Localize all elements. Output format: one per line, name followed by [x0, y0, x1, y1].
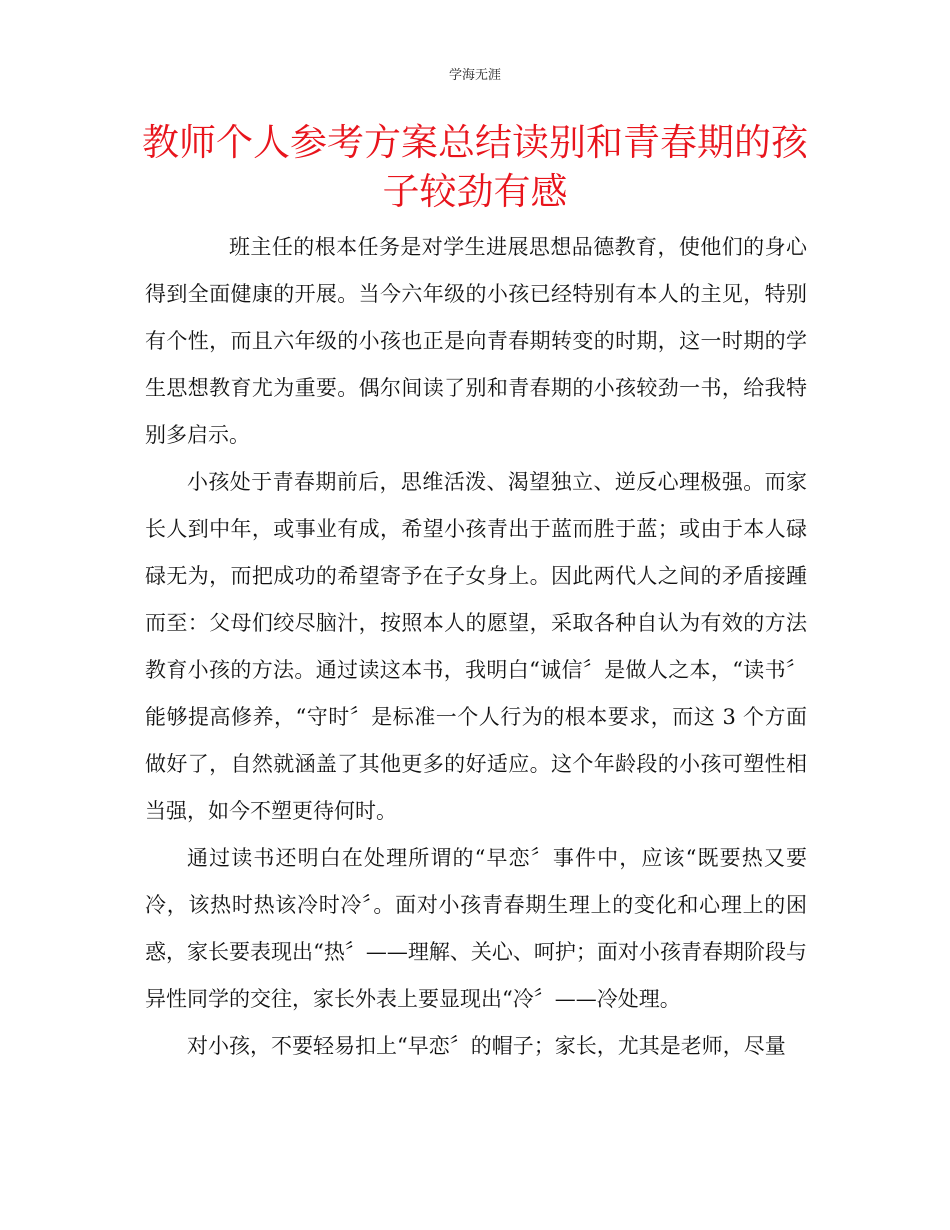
- paragraph-2: 小孩处于青春期前后，思维活泼、渴望独立、逆反心理极强。而家长人到中年，或事业有成，希望小孩青出于蓝而胜于蓝；或由于本人碌碌无为，而把成功的希望寄予在子女身上。因此两代人之间的矛盾接踵而至：父母们绞尽脑汁，按照本人的愿望，采取各种自认为有效的方法教育小孩的方法。通过读这本书，我明白“诚信〞是做人之本，“读书〞能够提高修养，“守时〞是标准一个人行为的根本要求，而这 3 个方面做好了，自然就涵盖了其他更多的好适应。这个年龄段的小孩可塑性相当强，如今不塑更待何时。: [145, 470, 807, 823]
- document-title: 教师个人参考方案总结读别和青春期的孩子较劲有感: [142, 121, 808, 213]
- document-body: [145, 224, 807, 1070]
- running-header: 学海无涯: [448, 68, 501, 83]
- paragraph-1: 班主任的根本任务是对学生进展思想品德教育，使他们的身心得到全面健康的开展。当今六年级的小孩已经特别有本人的主见，特别有个性，而且六年级的小孩也正是向青春期转变的时期，这一时期的学生思想教育尤为重要。偶尔间读了别和青春期的小孩较劲一书，给我特别多启示。: [145, 235, 807, 447]
- paragraph-3: 通过读书还明白在处理所谓的“早恋〞事件中，应该“既要热又要冷，该热时热该冷时冷〞。面对小孩青春期生理上的变化和心理上的困惑，家长要表现出“热〞——理解、关心、呵护；面对小孩青春期阶段与异性同学的交往，家长外表上要显现出“冷〞——冷处理。: [145, 846, 807, 1011]
- paragraph-4: 对小孩，不要轻易扣上“早恋〞的帽子；家长，尤其是老师，尽量: [187, 1034, 786, 1058]
